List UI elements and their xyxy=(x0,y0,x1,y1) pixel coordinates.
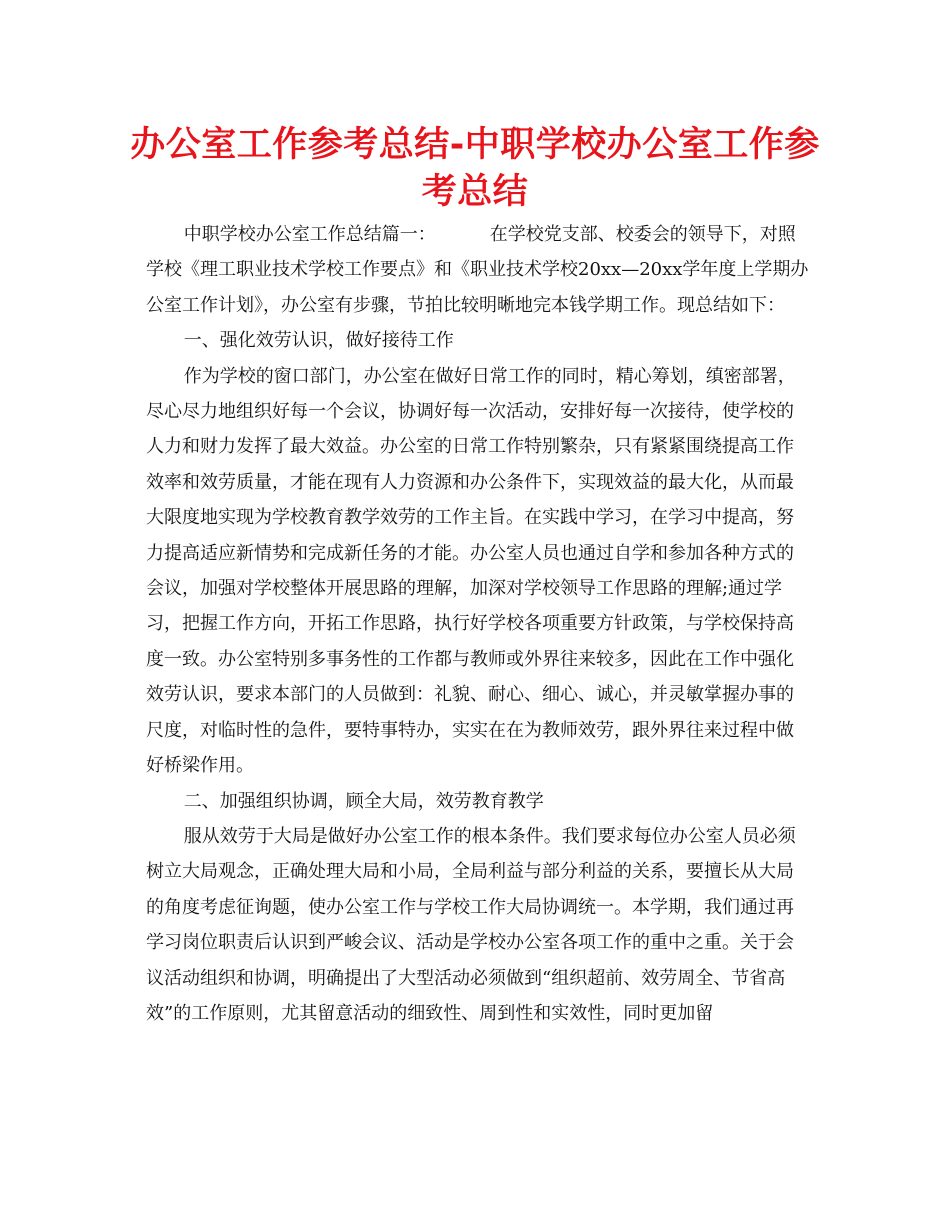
intro-text: 在学校党支部、校委会的领导下，对照学校《理工职业技术学校工作要点》和《职业技术学校20xx—20xx学年度上学期办公室工作计划》，办公室有步骤，节拍比较明晰地完本钱学期工作。现总结如下： xyxy=(146,224,809,316)
section-paragraph-2: 服从效劳于大局是做好办公室工作的根本条件。我们要求每位办公室人员必须树立大局观念，正确处理大局和小局，全局利益与部分利益的关系，要擅长从大局的角度考虑征询题，使办公室工作与学校工作大局协调统一。本学期，我们通过再学习岗位职责后认识到严峻会议、活动是学校办公室各项工作的重中之重。关于会议活动组织和协调，明确提出了大型活动必须做到“组织超前、效劳周全、节省高效”的工作原则，尤其留意活动的细致性、周到性和实效性，同时更加留 xyxy=(146,825,796,1024)
document-title: 办公室工作参考总结-中职学校办公室工作参考总结 xyxy=(130,125,820,212)
intro-paragraph xyxy=(146,217,810,323)
section-paragraph-1: 作为学校的窗口部门，办公室在做好日常工作的同时，精心筹划，缜密部署，尽心尽力地组织好每一个会议，协调好每一次活动，安排好每一次接待，使学校的人力和财力发挥了最大效益。办公室的日常工作特别繁杂，只有紧紧围绕提高工作效率和效劳质量，才能在现有人力资源和办公条件下，实现效益的最大化，从而最大限度地实现为学校教育教学效劳的工作主旨。在实践中学习，在学习中提高，努力提高适应新情势和完成新任务的才能。办公室人员也通过自学和参加各种方式的会议，加强对学校整体开展思路的理解，加深对学校领导工作思路的理解;通过学习，把握工作方向，开拓工作思路，执行好学校各项重要方针政策，与学校保持高度一致。办公室特别多事务性的工作都与教师或外界往来较多，因此在工作中强化效劳认识，要求本部门的人员做到：礼貌、耐心、细心、诚心，并灵敏掌握办事的尺度，对临时性的急件，要特事特办，实实在在为教师效劳，跟外界往来过程中做好桥梁作用。 xyxy=(146,365,796,777)
intro-label: 中职学校办公室工作总结篇一： xyxy=(183,224,436,245)
section-heading-1: 一、强化效劳认识，做好接待工作 xyxy=(183,330,454,352)
document-body xyxy=(146,217,810,1031)
section-heading-2: 二、加强组织协调，顾全大局，效劳教育教学 xyxy=(183,790,544,812)
